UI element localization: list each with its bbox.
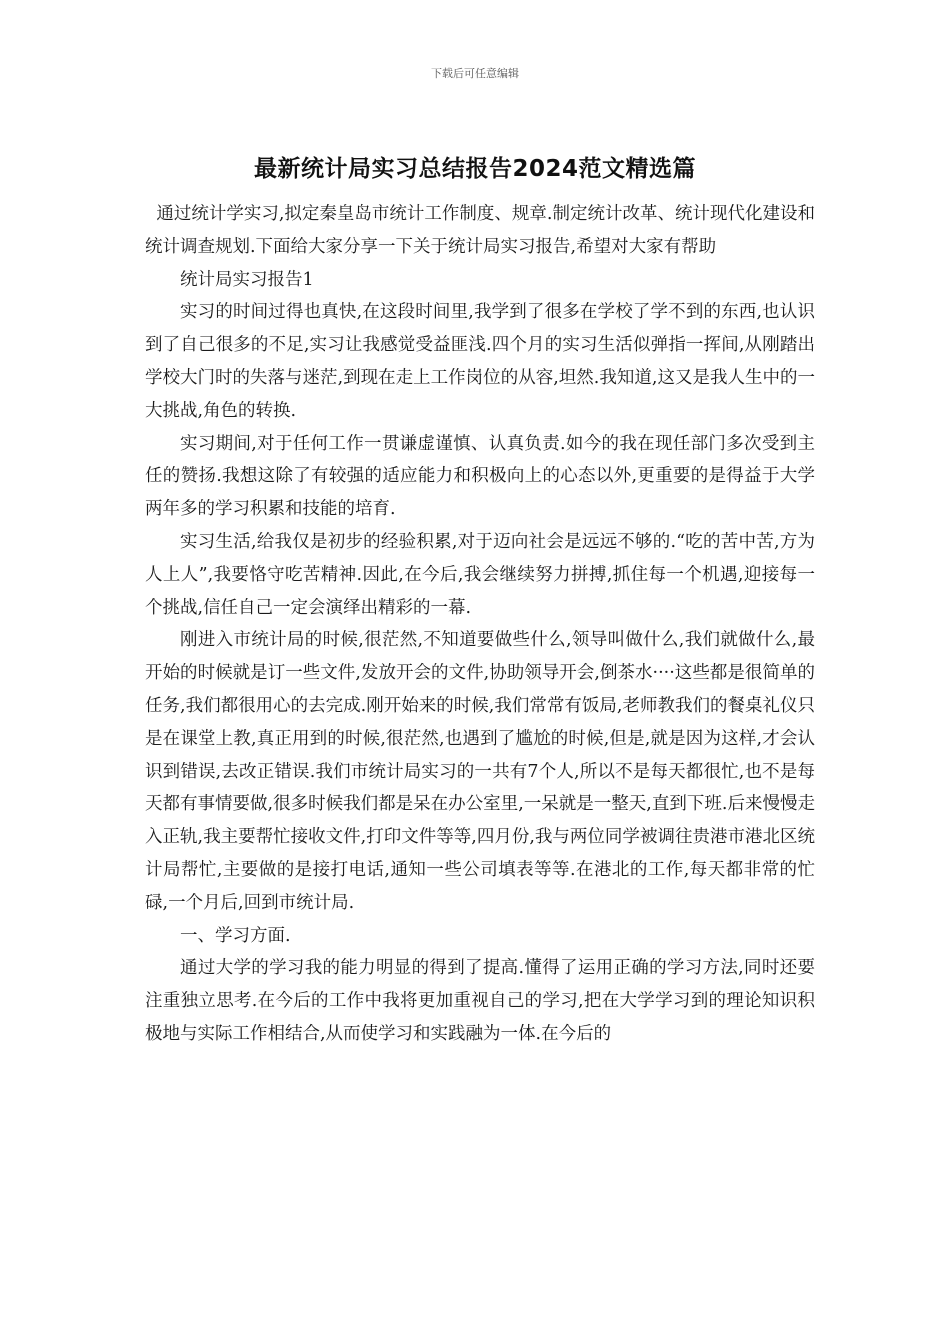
intro-paragraph: 通过统计学实习,拟定秦皇岛市统计工作制度、规章.制定统计改革、统计现代化建设和统计调查规划.下面给大家分享一下关于统计局实习报告,希望对大家有帮助 [145, 204, 815, 257]
document-body [145, 198, 815, 1051]
section-heading-study: 一、学习方面. [180, 925, 291, 946]
section-heading-report-1: 统计局实习报告1 [180, 269, 314, 290]
document-title: 最新统计局实习总结报告2024范文精选篇 [253, 156, 696, 182]
body-paragraph: 实习生活,给我仅是初步的经验积累,对于迈向社会是远远不够的.“吃的苦中苦,方为人上人”,我要恪守吃苦精神.因此,在今后,我会继续努力拼搏,抓住每一个机遇,迎接每一个挑战,信任自己一定会演绎出精彩的一幕. [145, 531, 815, 618]
body-paragraph: 实习的时间过得也真快,在这段时间里,我学到了很多在学校了学不到的东西,也认识到了自己很多的不足,实习让我感觉受益匪浅.四个月的实习生活似弹指一挥间,从刚踏出学校大门时的失落与迷茫,到现在走上工作岗位的从容,坦然.我知道,这又是我人生中的一大挑战,角色的转换. [145, 302, 815, 421]
body-paragraph: 通过大学的学习我的能力明显的得到了提高.懂得了运用正确的学习方法,同时还要注重独立思考.在今后的工作中我将更加重视自己的学习,把在大学学习到的理论知识积极地与实际工作相结合,从而使学习和实践融为一体.在今后的 [145, 958, 815, 1044]
body-paragraph: 刚进入市统计局的时候,很茫然,不知道要做些什么,领导叫做什么,我们就做什么,最开始的时候就是订一些文件,发放开会的文件,协助领导开会,倒茶水····这些都是很简单的任务,我们都很用心的去完成.刚开始来的时候,我们常常有饭局,老师教我们的餐桌礼仪只是在课堂上教,真正用到的时候,很茫然,也遇到了尴尬的时候,但是,就是因为这样,才会认识到错误,去改正错误.我们市统计局实习的一共有7个人,所以不是每天都很忙,也不是每天都有事情要做,很多时候我们都是呆在办公室里,一呆就是一整天,直到下班.后来慢慢走入正轨,我主要帮忙接收文件,打印文件等等,四月份,我与两位同学被调往贵港市港北区统计局帮忙,主要做的是接打电话,通知一些公司填表等等.在港北的工作,每天都非常的忙碌,一个月后,回到市统计局. [145, 630, 815, 913]
body-paragraph: 实习期间,对于任何工作一贯谦虚谨慎、认真负责.如今的我在现任部门多次受到主任的赞扬.我想这除了有较强的适应能力和积极向上的心态以外,更重要的是得益于大学两年多的学习积累和技能的培育. [145, 433, 815, 520]
header-note: 下载后可任意编辑 [431, 67, 519, 80]
